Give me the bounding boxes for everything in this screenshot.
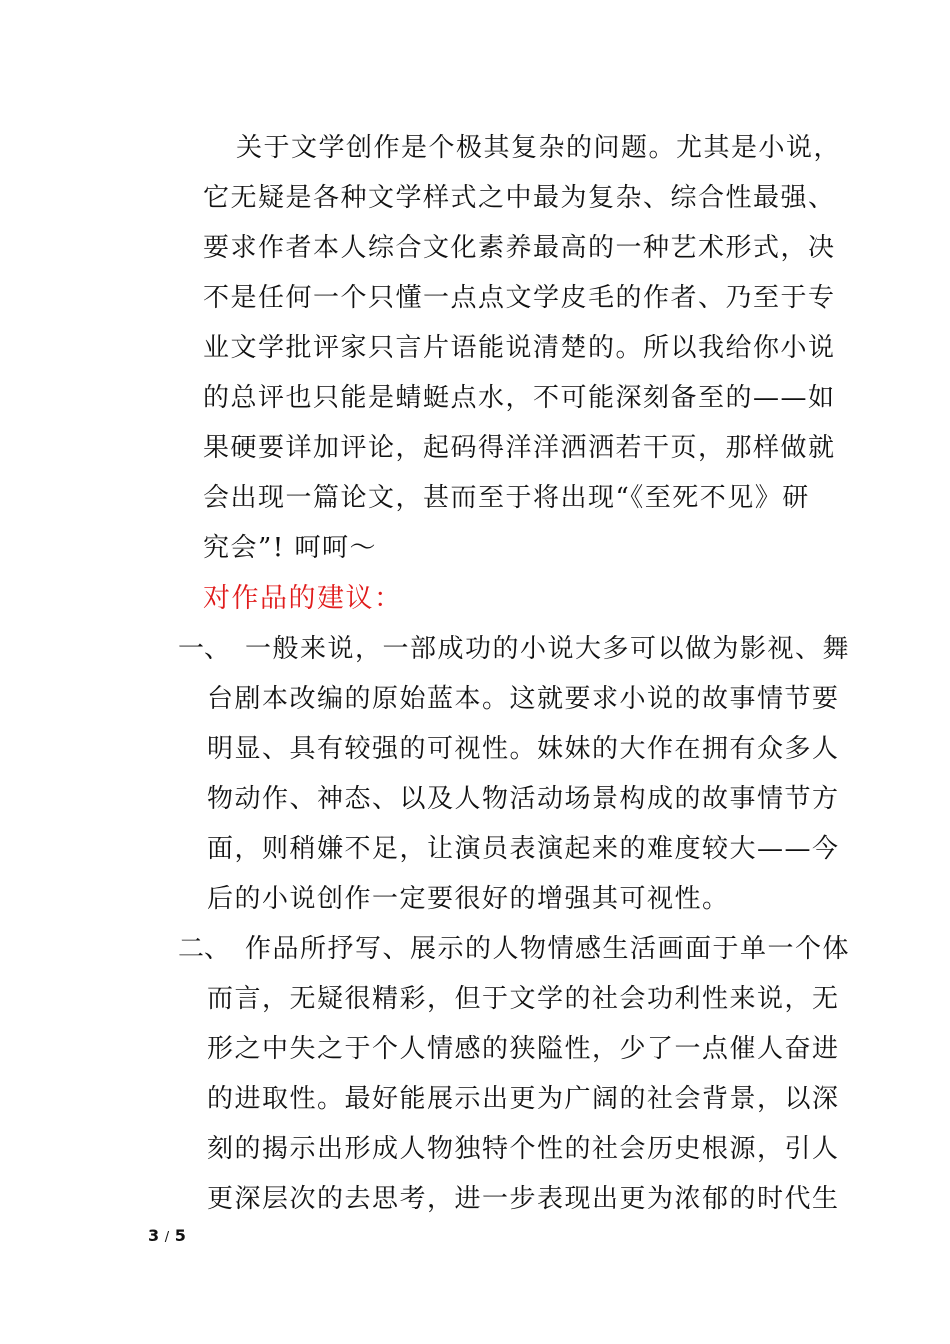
paragraph-line: 关于文学创作是个极其复杂的问题。尤其是小说， <box>236 133 842 163</box>
paragraph-line: 不是任何一个只懂一点点文学皮毛的作者、乃至于专 <box>203 283 836 313</box>
page-separator: / <box>164 1230 170 1245</box>
page-total: 5 <box>174 1226 186 1245</box>
paragraph-line: 业文学批评家只言片语能说清楚的。所以我给你小说 <box>203 333 836 363</box>
page-current: 3 <box>148 1226 160 1245</box>
item-line: 明显、具有较强的可视性。妹妹的大作在拥有众多人 <box>207 734 840 764</box>
paragraph-line: 它无疑是各种文学样式之中最为复杂、综合性最强、 <box>203 183 836 213</box>
paragraph-line: 的总评也只能是蜻蜓点水，不可能深刻备至的——如 <box>203 383 836 413</box>
item-line: 的进取性。最好能展示出更为广阔的社会背景，以深 <box>207 1084 840 1114</box>
item-line: 更深层次的去思考，进一步表现出更为浓郁的时代生 <box>207 1184 840 1214</box>
item-line: 后的小说创作一定要很好的增强其可视性。 <box>207 884 730 914</box>
page-number <box>148 1226 186 1245</box>
paragraph-line: 究会”! 呵呵～ <box>203 533 378 563</box>
paragraph-line: 要求作者本人综合文化素养最高的一种艺术形式，决 <box>203 233 836 263</box>
item-line: 物动作、神态、以及人物活动场景构成的故事情节方 <box>207 784 840 814</box>
item-line: 而言，无疑很精彩，但于文学的社会功利性来说，无 <box>207 984 840 1014</box>
item-number: 一、 <box>178 634 231 664</box>
item-first-line: 作品所抒写、展示的人物情感生活画面于单一个体 <box>245 934 851 964</box>
item-line: 刻的揭示出形成人物独特个性的社会历史根源，引人 <box>207 1134 840 1164</box>
paragraph-line: 会出现一篇论文，甚而至于将出现“《至死不见》研 <box>203 483 810 513</box>
paragraph-line: 果硬要详加评论，起码得洋洋洒洒若干页，那样做就 <box>203 433 836 463</box>
item-line: 台剧本改编的原始蓝本。这就要求小说的故事情节要 <box>207 684 840 714</box>
item-line: 面，则稍嫌不足，让演员表演起来的难度较大——今 <box>207 834 840 864</box>
item-number: 二、 <box>178 934 231 964</box>
section-heading: 对作品的建议： <box>203 583 403 614</box>
item-first-line: 一般来说，一部成功的小说大多可以做为影视、舞 <box>245 634 851 664</box>
item-line: 形之中失之于个人情感的狭隘性，少了一点催人奋进 <box>207 1034 840 1064</box>
